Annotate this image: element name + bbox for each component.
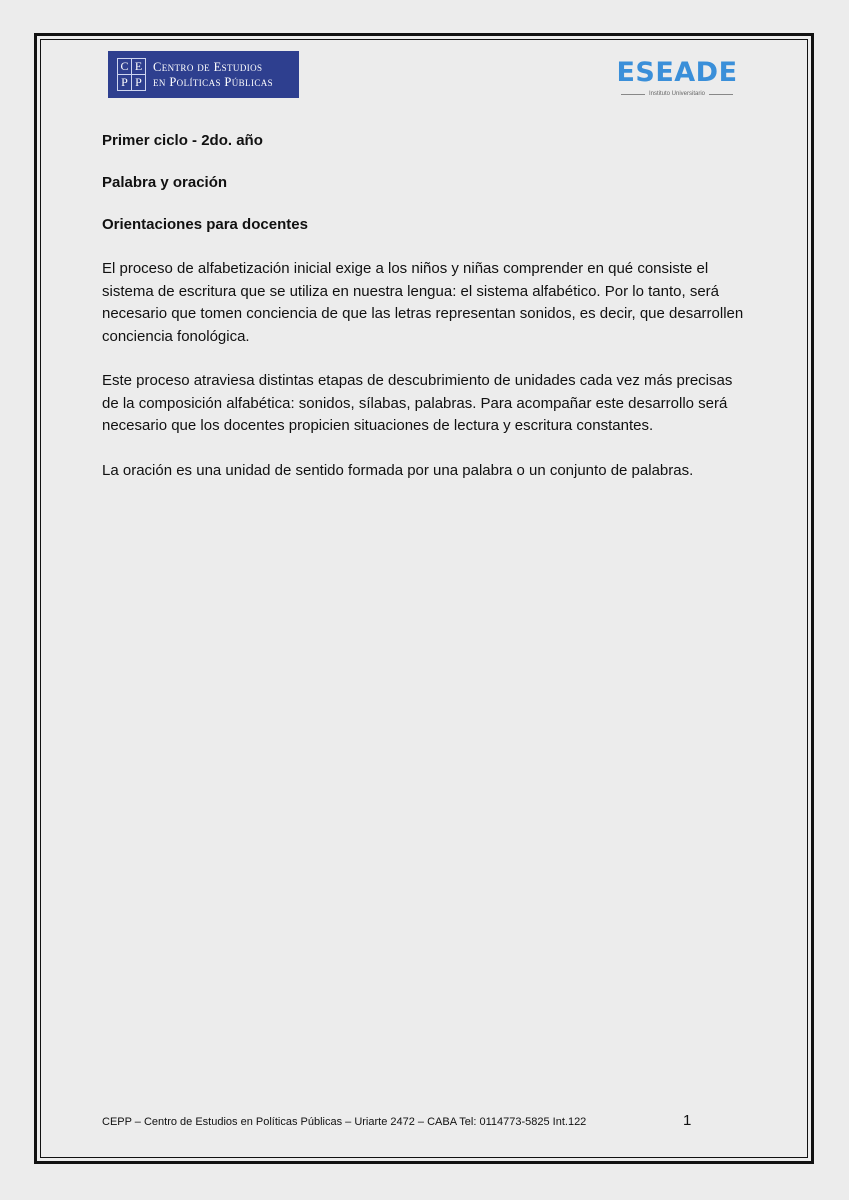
heading-section: Orientaciones para docentes [102, 216, 308, 233]
cepp-logo-letter: E [132, 59, 145, 74]
eseade-logo [612, 58, 742, 98]
eseade-logo-rule-left [621, 94, 645, 95]
cepp-logo-line2: en Políticas Públicas [153, 74, 274, 89]
heading-topic: Palabra y oración [102, 174, 228, 191]
document-body [102, 131, 752, 504]
cepp-logo-mark [117, 58, 146, 91]
cepp-logo [108, 51, 299, 98]
cepp-logo-letter: P [132, 75, 145, 90]
cepp-logo-letter: P [118, 75, 131, 90]
eseade-logo-rule-right [709, 94, 733, 95]
eseade-logo-subtitle-row [612, 90, 742, 98]
cepp-logo-text [153, 60, 273, 90]
eseade-logo-subtitle: Instituto Universitario [648, 91, 706, 97]
page-number: 1 [683, 1112, 692, 1129]
paragraph: Este proceso atraviesa distintas etapas de descubrimiento de unidades cada vez más precisas de la composición alfabética: sonidos, sílabas, palabras. Para acompañar este desarrollo será necesario que los docentes propicien situaciones de lectura y escritura constantes. [102, 372, 733, 434]
heading-cycle: Primer ciclo - 2do. año [102, 132, 263, 149]
footer-address: CEPP – Centro de Estudios en Políticas Públicas – Uriarte 2472 – CABA Tel: 0114773-5825 Int.122 [102, 1116, 587, 1128]
cepp-logo-letter: C [118, 59, 131, 74]
paragraph: El proceso de alfabetización inicial exige a los niños y niñas comprender en qué consiste el sistema de escritura que se utiliza en nuestra lengua: el sistema alfabético. Por lo tanto, será necesario que tomen conciencia de que las letras representan sonidos, es decir, que desarrollen conciencia fonológica. [102, 260, 744, 345]
paragraph: La oración es una unidad de sentido formada por una palabra o un conjunto de palabras. [102, 461, 694, 479]
eseade-logo-name: ESEADE [616, 57, 738, 88]
cepp-logo-line1: Centro de Estudios [153, 59, 263, 74]
